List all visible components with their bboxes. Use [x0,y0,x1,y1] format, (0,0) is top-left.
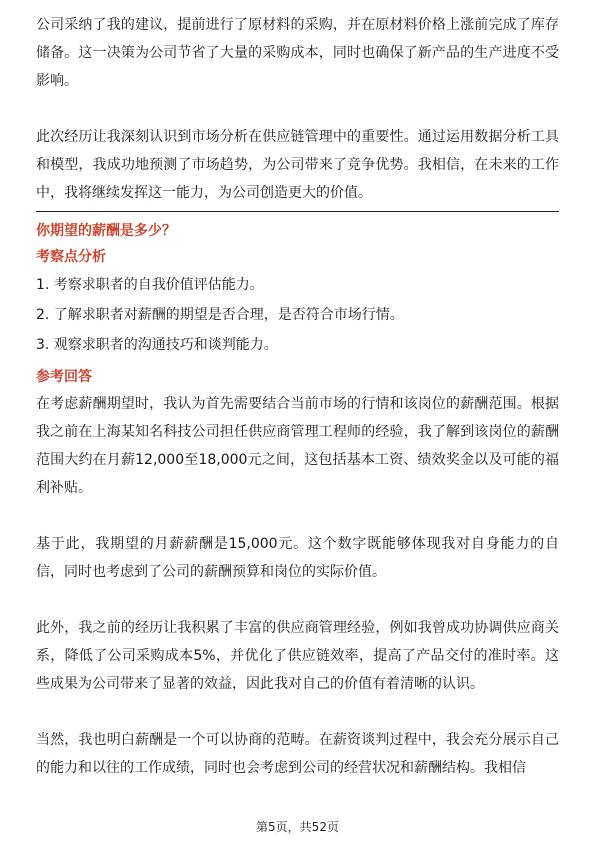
answer-title: 参考回答 [36,369,92,385]
analysis-item-1: 1. 考察求职者的自我价值评估能力。 [36,277,264,293]
intro-paragraph-2: 此次经历让我深刻认识到市场分析在供应链管理中的重要性。通过运用数据分析工具和模型，我成功地预测了市场趋势，为公司带来了竞争优势。我相信，在未来的工作中，我将继续发挥这一能力，为公司创造更大的价值。 [36,129,559,201]
analysis-title: 考察点分析 [36,249,106,265]
section-divider [36,211,559,212]
analysis-item-3: 3. 观察求职者的沟通技巧和谈判能力。 [36,337,278,353]
answer-paragraph-3: 此外，我之前的经历让我积累了丰富的供应商管理经验，例如我曾成功协调供应商关系，降低了公司采购成本5%，并优化了供应链效率，提高了产品交付的准时率。这些成果为公司带来了显著的效益，因此我对自己的价值有着清晰的认识。 [36,620,559,692]
answer-paragraph-2: 基于此，我期望的月薪薪酬是15,000元。这个数字既能够体现我对自身能力的自信，同时也考虑到了公司的薪酬预算和岗位的实际价值。 [36,536,559,580]
question-heading: 你期望的薪酬是多少？ [36,223,176,239]
answer-paragraph-1: 在考虑薪酬期望时，我认为首先需要结合当前市场的行情和该岗位的薪酬范围。根据我之前在上海某知名科技公司担任供应商管理工程师的经验，我了解到该岗位的薪酬范围大约在月薪12,000至18,000元之间，这包括基本工资、绩效奖金以及可能的福利补贴。 [36,396,559,496]
analysis-item-2: 2. 了解求职者对薪酬的期望是否合理，是否符合市场行情。 [36,307,404,323]
page-content [36,11,559,782]
answer-paragraph-4: 当然，我也明白薪酬是一个可以协商的范畴。在薪资谈判过程中，我会充分展示自己的能力和以往的工作成绩，同时也会考虑到公司的经营状况和薪酬结构。我相信 [36,732,559,776]
intro-paragraph-1: 公司采纳了我的建议，提前进行了原材料的采购，并在原材料价格上涨前完成了库存储备。这一决策为公司节省了大量的采购成本，同时也确保了新产品的生产进度不受影响。 [36,17,559,89]
page-number: 第5页，共52页 [256,820,339,834]
